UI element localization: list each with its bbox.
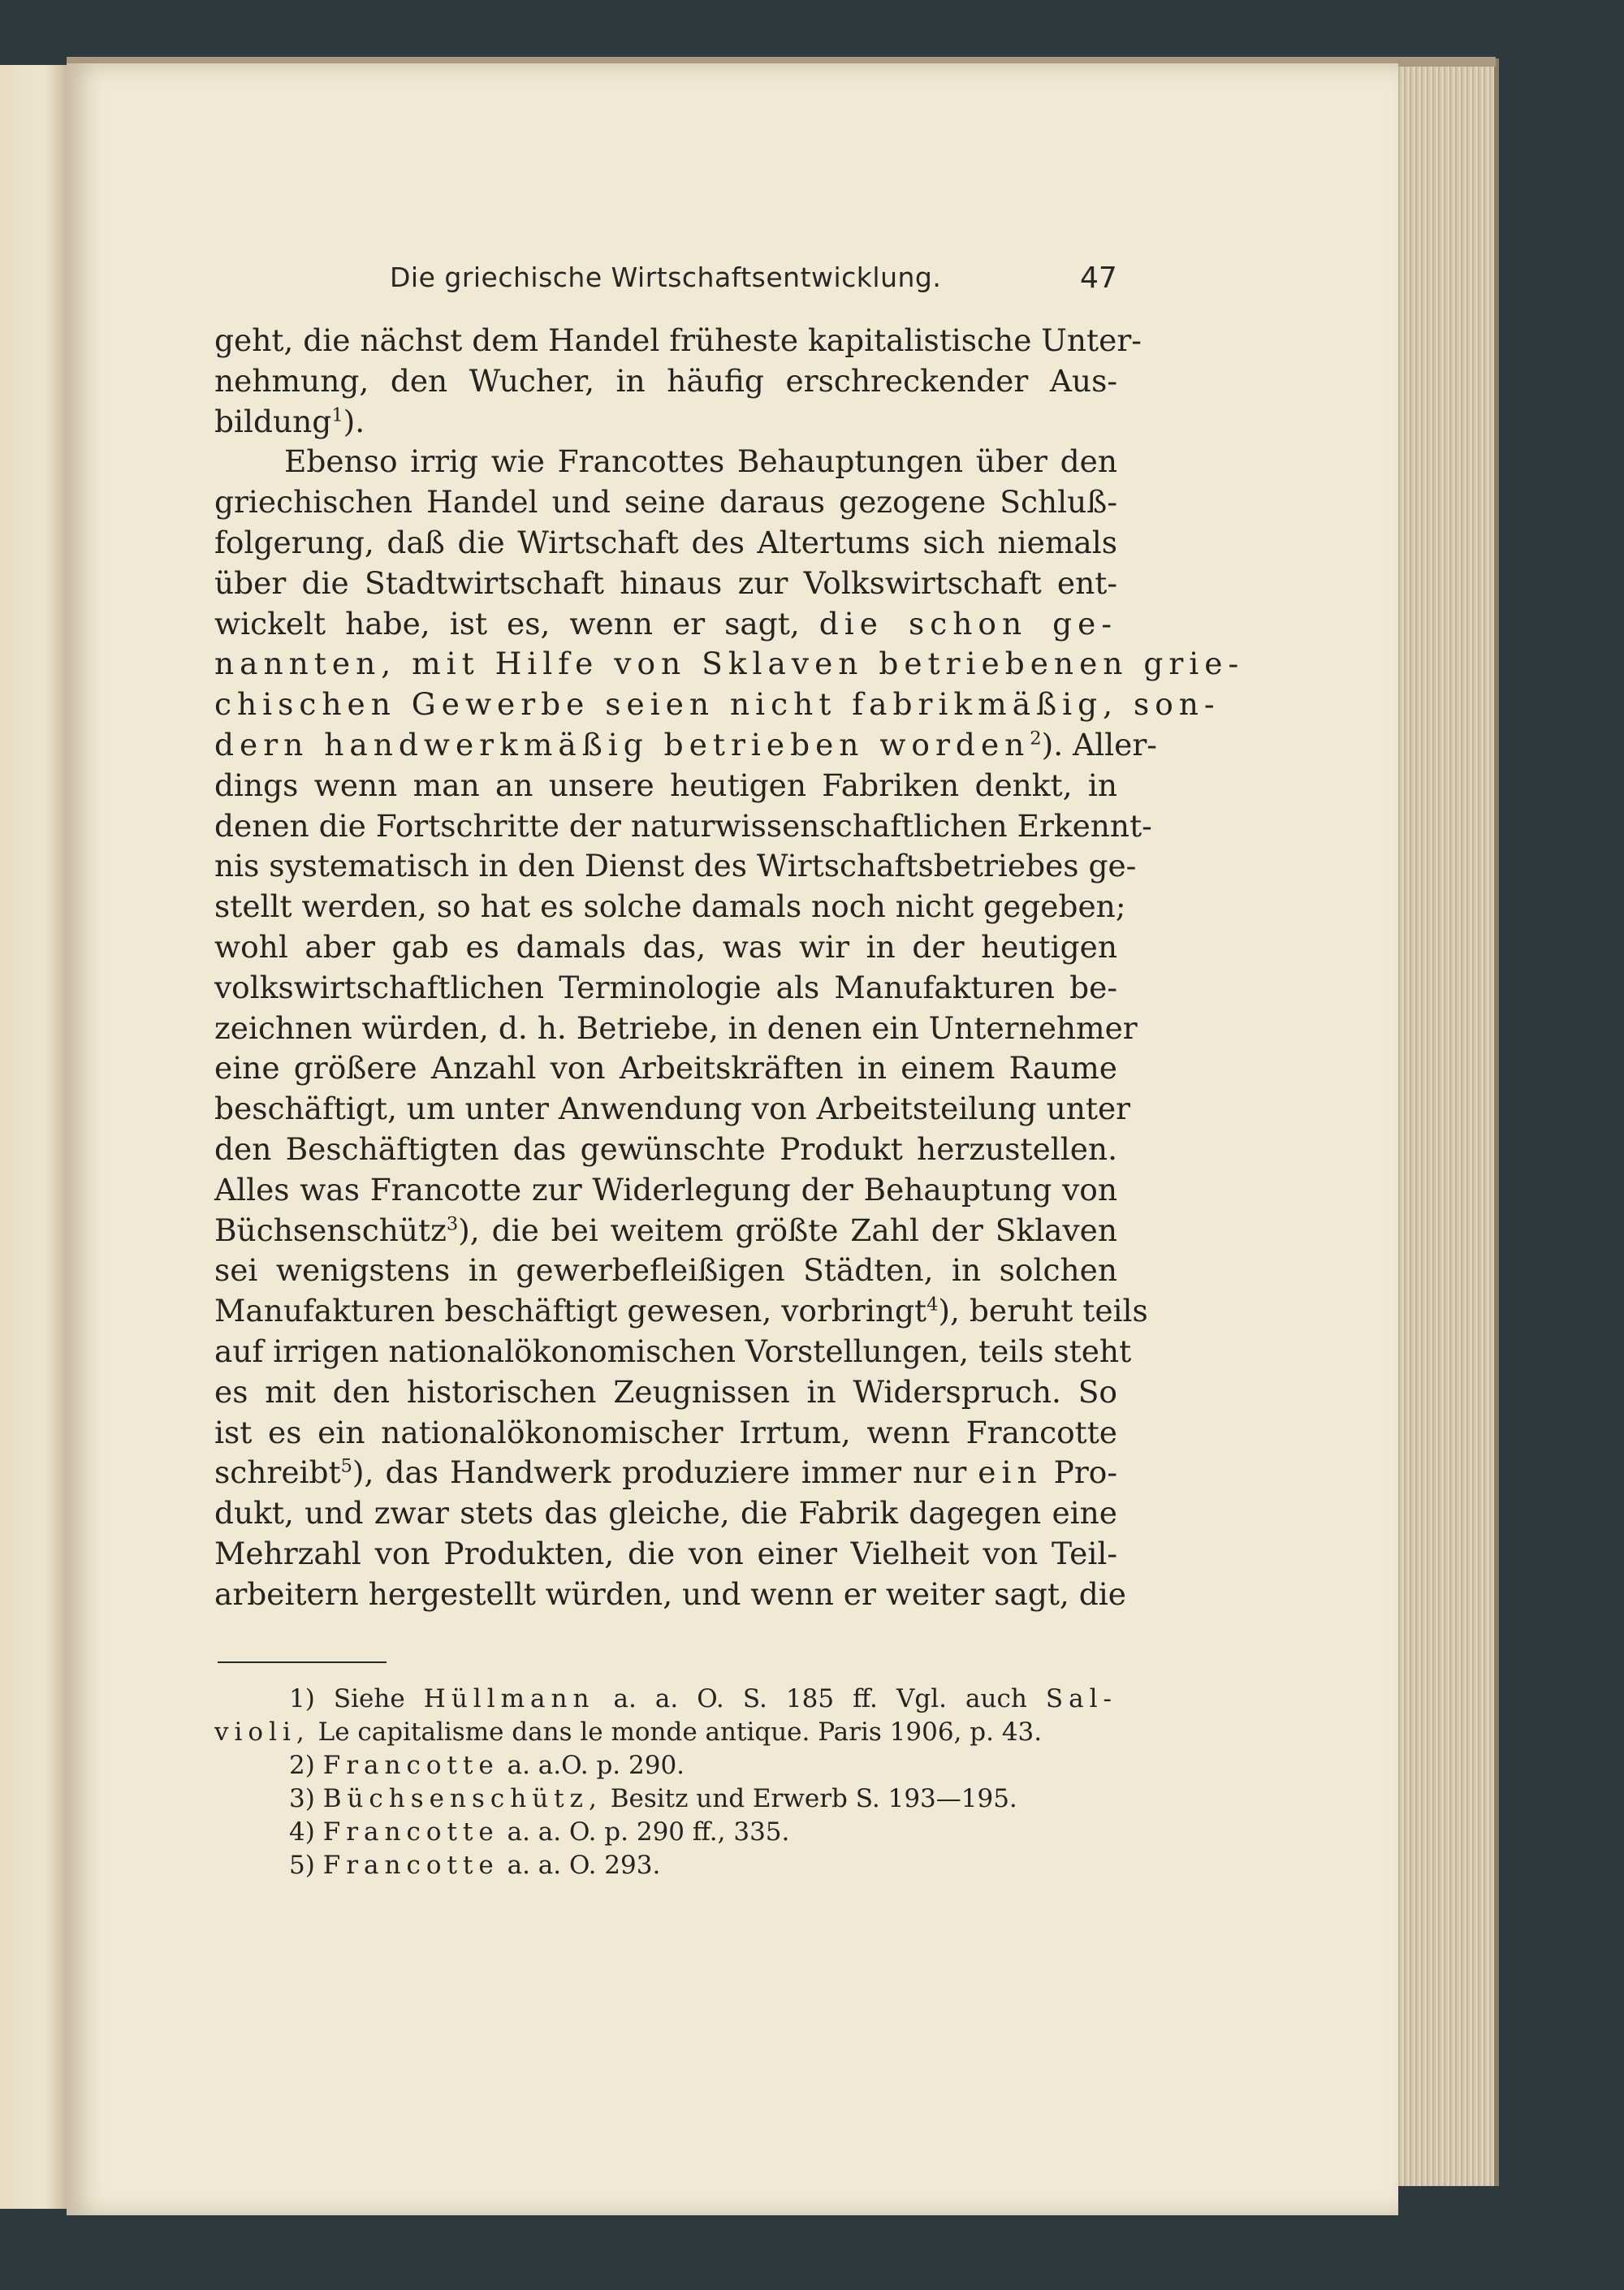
emphasis-text: die schon ge- — [818, 605, 1117, 642]
emphasis-text: dern handwerkmäßig betrieben worden — [214, 726, 1030, 763]
footnote-text: 2) — [289, 1751, 315, 1780]
text-line: nis systematisch in den Dienst des Wirtschaftsbetriebes ge- — [214, 848, 1137, 884]
text-line: den Beschäftigten das gewünschte Produkt herzustellen. — [214, 1130, 1117, 1167]
text-line: chischen Gewerbe seien nicht fabrikmäßig, son- — [214, 686, 1220, 723]
footnote-ref: 2 — [1030, 728, 1042, 750]
text-line: Ebenso irrig wie Francottes Behauptungen über den — [284, 443, 1117, 480]
text-fragment: ). Aller- — [1041, 726, 1157, 763]
text-line: denen die Fortschritte der naturwissenschaftlichen Erkennt- — [214, 807, 1152, 844]
footnote-text: Le capitalisme dans le monde antique. Paris 1906, p. 43. — [317, 1718, 1043, 1747]
text-line: dukt, und zwar stets das gleiche, die Fabrik dagegen eine — [214, 1495, 1117, 1532]
footnote-text: a. a. O. 293. — [507, 1851, 661, 1880]
footnote-ref: 5 — [340, 1455, 352, 1477]
text-line: dings wenn man an unsere heutigen Fabriken denkt, in — [214, 767, 1117, 803]
text-line: griechischen Handel und seine daraus gezogene Schluß- — [214, 484, 1117, 521]
text-fragment: ), beruht teils — [938, 1293, 1148, 1329]
text-line: beschäftigt, um unter Anwendung von Arbeitsteilung unter — [214, 1091, 1131, 1127]
text-line: stellt werden, so hat es solche damals noch nicht gegeben; — [214, 888, 1126, 925]
left-page-edge — [0, 65, 75, 2209]
footnote-text: 4) — [289, 1817, 315, 1847]
footnote-text: a. a. O. S. 185 ff. Vgl. auch — [613, 1684, 1027, 1713]
footnotes — [214, 1683, 1117, 1882]
footnote-2 — [214, 1749, 1117, 1782]
text-fragment: wickelt habe, ist es, wenn er sagt, — [214, 605, 800, 642]
text-fragment: ). — [343, 403, 365, 439]
footnote-author: Francotte — [322, 1817, 499, 1847]
text-line — [214, 725, 1157, 766]
text-line: nannten, mit Hilfe von Sklaven betriebenen grie- — [214, 646, 1245, 682]
text-line — [214, 1291, 1148, 1332]
footnote-5 — [214, 1849, 1117, 1882]
text-fragment: Pro- — [1053, 1454, 1118, 1491]
text-fragment: ), das Handwerk produziere immer nur — [352, 1454, 967, 1491]
footnote-author: Francotte — [322, 1851, 499, 1880]
text-line: volkswirtschaftlichen Terminologie als Manufakturen be- — [214, 969, 1117, 1005]
footnote-text: a. a. O. p. 290 ff., 335. — [507, 1817, 790, 1847]
text-line: zeichnen würden, d. h. Betriebe, in denen ein Unternehmer — [214, 1009, 1138, 1046]
footnote-author: Hüllmann — [423, 1684, 595, 1713]
footnote-author: Francotte — [322, 1751, 499, 1780]
text-line: folgerung, daß die Wirtschaft des Altertums sich niemals — [214, 524, 1117, 560]
text-fragment: schreibt — [214, 1454, 341, 1491]
footnote-1 — [214, 1683, 1117, 1716]
text-line: nehmung, den Wucher, in häufig erschreckender Aus- — [214, 362, 1117, 399]
running-head: Die griechische Wirtschaftsentwicklung. — [390, 261, 942, 293]
text-line: ist es ein nationalökonomischer Irrtum, wenn Francotte — [214, 1414, 1117, 1450]
footnote-separator — [218, 1661, 387, 1663]
footnote-ref: 4 — [926, 1294, 939, 1316]
emphasis-text: ein — [978, 1454, 1043, 1491]
body-text — [214, 321, 1245, 1615]
footnote-1-cont — [214, 1716, 1117, 1749]
footnote-author: Büchsenschütz, — [322, 1784, 603, 1813]
footnote-text: 5) — [289, 1851, 315, 1880]
footnote-text: a. a.O. p. 290. — [507, 1751, 685, 1780]
text-line: es mit den historischen Zeugnissen in Widerspruch. So — [214, 1373, 1117, 1410]
text-fragment: ), die bei weitem größte Zahl der Sklaven — [458, 1212, 1117, 1248]
footnote-4 — [214, 1816, 1117, 1849]
footnote-author: violi, — [214, 1718, 310, 1747]
text-line: auf irrigen nationalökonomischen Vorstellungen, teils steht — [214, 1333, 1132, 1369]
text-line: wohl aber gab es damals das, was wir in der heutigen — [214, 928, 1117, 965]
text-line: sei wenigstens in gewerbefleißigen Städten, in solchen — [214, 1252, 1117, 1289]
text-fragment: Büchsenschütz — [214, 1212, 447, 1248]
footnote-author: Sal- — [1045, 1684, 1118, 1713]
footnote-text: 3) — [289, 1784, 315, 1813]
text-line: geht, die nächst dem Handel früheste kapitalistische Unter- — [214, 322, 1142, 358]
text-line — [214, 1453, 1117, 1493]
page-number: 47 — [1080, 261, 1117, 295]
text-line — [214, 1211, 1117, 1251]
text-fragment: bildung — [214, 403, 332, 439]
text-line: eine größere Anzahl von Arbeitskräften in einem Raume — [214, 1050, 1117, 1087]
footnote-ref: 3 — [446, 1213, 459, 1235]
footnote-ref: 1 — [331, 404, 343, 426]
text-line — [214, 402, 1117, 443]
footnote-text: Besitz und Erwerb S. 193—195. — [610, 1784, 1017, 1813]
footnote-3 — [214, 1782, 1117, 1816]
text-line: Mehrzahl von Produkten, die von einer Vielheit von Teil- — [214, 1535, 1117, 1571]
text-fragment: Manufakturen beschäftigt gewesen, vorbringt — [214, 1293, 927, 1329]
text-line: arbeitern hergestellt würden, und wenn er weiter sagt, die — [214, 1575, 1126, 1612]
text-line: Alles was Francotte zur Widerlegung der Behauptung von — [214, 1171, 1117, 1208]
text-line: über die Stadtwirtschaft hinaus zur Volkswirtschaft ent- — [214, 564, 1117, 601]
text-line — [214, 604, 1117, 645]
footnote-text: 1) Siehe — [289, 1684, 405, 1713]
